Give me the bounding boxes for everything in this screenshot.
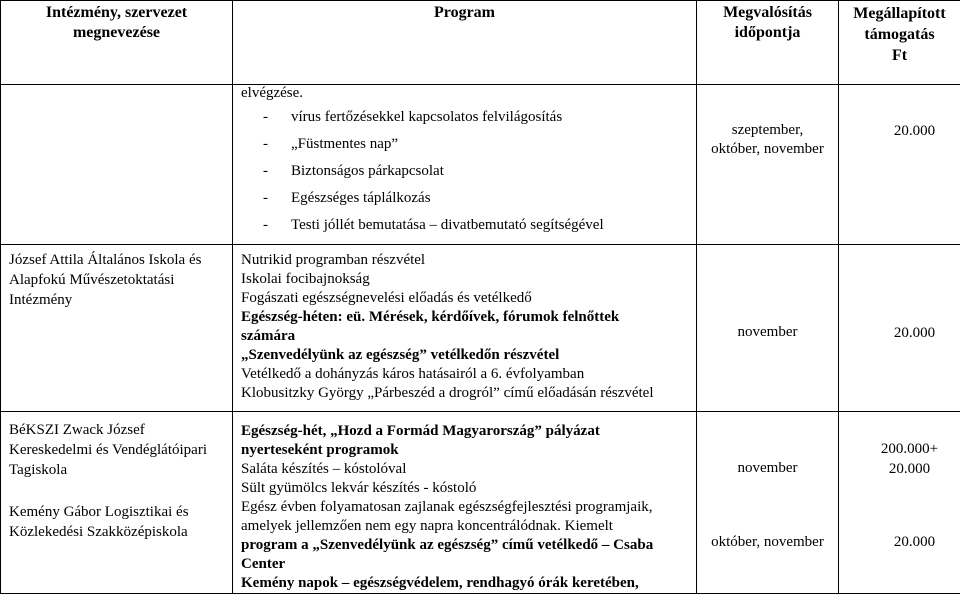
amount-cell: 20.000 <box>839 245 960 412</box>
header-institution: Intézmény, szervezet megnevezése <box>1 1 233 85</box>
program-list <box>241 104 690 239</box>
header-date: Megvalósítás időpontja <box>697 1 839 85</box>
date-cell: szeptember, október, november <box>697 85 839 245</box>
amount-cell: 20.000 <box>839 85 960 245</box>
program-cell: Nutrikid programban részvétel Iskolai focibajnokság Fogászati egészségnevelési előadás és vetélkedő Egészség-héten: eü. Mérések, kérdőívek, fórumok felnőttek számára „Szenvedélyünk az egészség” vetélkedőn részvétel Vetélkedő a dohányzás káros hatásairól a 6. évfolyamban Klobusitzky György „Párbeszéd a drogról” című előadásán részvétel <box>233 245 697 412</box>
list-item: - „Füstmentes nap” <box>241 131 690 158</box>
program-lead: elvégzése. <box>241 85 690 101</box>
list-item: - vírus fertőzésekkel kapcsolatos felvilágosítás <box>241 104 690 131</box>
list-item: - Testi jóllét bemutatása – divatbemutató segítségével <box>241 212 690 239</box>
date-cell: november <box>697 245 839 412</box>
table-row <box>1 245 960 412</box>
table-row <box>1 412 960 594</box>
header-program: Program <box>233 1 697 85</box>
institution-cell <box>1 85 233 245</box>
program-cell <box>233 85 697 245</box>
table-row <box>1 85 960 245</box>
list-item: - Egészséges táplálkozás <box>241 185 690 212</box>
date-cell: november október, november <box>697 412 839 594</box>
amount-cell: 200.000+ 20.000 20.000 <box>839 412 960 594</box>
header-row <box>1 1 960 85</box>
institution-cell: BéKSZI Zwack József Kereskedelmi és Vendéglátóipari Tagiskola Kemény Gábor Logisztikai és Közlekedési Szakközépiskola <box>1 412 233 594</box>
list-item: - Biztonságos párkapcsolat <box>241 158 690 185</box>
institution-cell: József Attila Általános Iskola és Alapfokú Művészetoktatási Intézmény <box>1 245 233 412</box>
header-support: Megállapított támogatás Ft <box>839 1 960 85</box>
program-cell: Egészség-hét, „Hozd a Formád Magyarország” pályázat nyerteseként programok Saláta készítés – kóstolóval Sült gyümölcs lekvár készítés - kóstoló Egész évben folyamatosan zajlanak egészségfejlesztési programjaik, amelyek jellemzően nem egy napra koncentrálódnak. Kiemelt program a „Szenvedélyünk az egészség” című vetélkedő – Csaba Center Kemény napok – egészségvédelem, rendhagyó órák keretében, <box>233 412 697 594</box>
